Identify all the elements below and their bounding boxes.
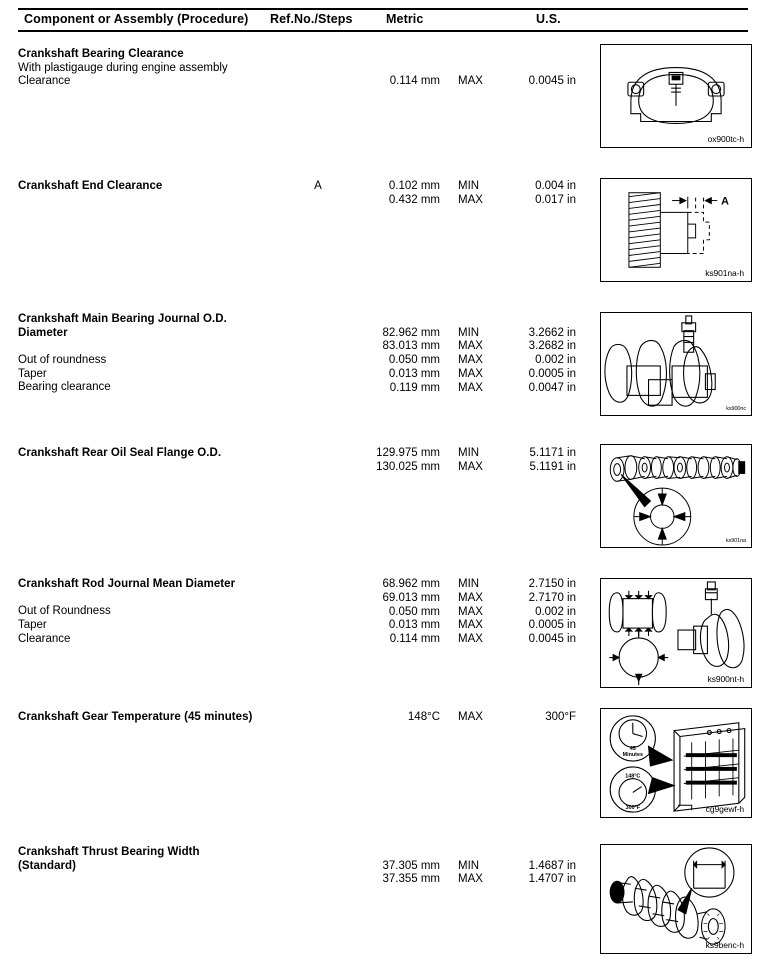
value-us: 1.4687 in xyxy=(528,859,576,872)
value-metric: 0.114 mm xyxy=(389,75,440,87)
illustration-caption: ks9benc-h xyxy=(705,940,744,950)
value-metric: 0.050 mm xyxy=(388,354,440,367)
value-limit: MAX xyxy=(458,605,483,618)
row-subtitle: (Standard) xyxy=(18,859,76,872)
illustration-thrust-bearing xyxy=(600,844,752,954)
row-values xyxy=(280,447,580,475)
gauge-label-celsius: 148°C xyxy=(625,773,641,780)
value-us: 0.002 in xyxy=(535,354,576,367)
value-metric: 0.013 mm xyxy=(388,367,440,380)
illustration-caption: ks901na xyxy=(725,538,746,544)
row-title: Crankshaft Main Bearing Journal O.D. xyxy=(18,313,227,325)
value-metric: 69.013 mm xyxy=(382,591,440,604)
clock-label-unit: Minutes xyxy=(622,752,643,759)
end-clearance-drawing xyxy=(601,179,751,281)
value-limit: MIN xyxy=(458,326,480,339)
value-limit: MAX xyxy=(458,381,483,394)
rod-journal-drawing xyxy=(601,579,751,687)
value-line xyxy=(280,619,580,633)
value-metric: 37.305 mm xyxy=(382,859,440,872)
dimension-label-a: A xyxy=(721,195,729,208)
gauge-label-fahrenheit: 300°F xyxy=(625,805,641,812)
value-metric: 0.050 mm xyxy=(388,605,440,618)
value-metric: 82.962 mm xyxy=(382,326,440,339)
row-title: Crankshaft Rod Journal Mean Diameter xyxy=(18,578,236,590)
value-line xyxy=(280,860,580,874)
value-line xyxy=(280,382,580,396)
value-us: 2.7150 in xyxy=(528,578,576,590)
row-title: Crankshaft Gear Temperature (45 minutes) xyxy=(18,711,253,723)
value-limit: MAX xyxy=(458,619,483,632)
row-label-block xyxy=(18,711,288,725)
value-metric: 83.013 mm xyxy=(382,340,440,353)
value-us: 5.1191 in xyxy=(529,460,576,473)
table-header xyxy=(18,8,748,32)
row-item-label: Out of roundness xyxy=(18,353,107,366)
bearing-shell-drawing xyxy=(601,45,751,147)
row-values xyxy=(280,711,580,725)
illustration-caption: ks900nt-h xyxy=(707,674,744,684)
row-values xyxy=(280,75,580,89)
row-values xyxy=(280,327,580,396)
row-item-label xyxy=(18,340,268,354)
value-line xyxy=(280,592,580,606)
value-line xyxy=(280,606,580,620)
row-label-block xyxy=(18,846,268,873)
value-line xyxy=(280,194,580,208)
row-title: Crankshaft Bearing Clearance xyxy=(18,48,184,60)
value-metric: 0.432 mm xyxy=(388,193,440,206)
illustration-oven-clocks xyxy=(600,708,752,818)
value-limit: MAX xyxy=(458,354,483,367)
main-journal-gauge-drawing xyxy=(601,313,751,415)
value-limit: MAX xyxy=(458,633,483,646)
value-us: 0.0045 in xyxy=(528,633,576,646)
oven-clocks-drawing xyxy=(601,709,751,817)
value-metric: 0.114 mm xyxy=(389,633,440,646)
row-label-block xyxy=(18,447,268,461)
value-us: 300°F xyxy=(545,711,576,723)
illustration-caption: cg9gewf-h xyxy=(705,804,744,814)
rear-seal-flange-drawing xyxy=(601,445,751,547)
value-limit: MIN xyxy=(458,859,480,872)
value-limit: MAX xyxy=(458,75,483,87)
illustration-main-journal-gauge xyxy=(600,312,752,416)
row-values xyxy=(280,860,580,888)
value-limit: MAX xyxy=(458,873,483,886)
row-subtitle: With plastigauge during engine assembly xyxy=(18,61,228,74)
value-us: 5.1171 in xyxy=(529,447,576,459)
header-rule-top xyxy=(18,8,748,10)
illustration-caption: ks901na-h xyxy=(705,268,744,278)
value-us: 0.0047 in xyxy=(528,381,576,394)
value-metric: 37.355 mm xyxy=(382,873,440,886)
value-metric: 68.962 mm xyxy=(382,578,440,590)
row-label-block xyxy=(18,180,268,194)
row-item-label: Clearance xyxy=(18,75,71,87)
clock-label-count: 45 xyxy=(629,746,636,753)
illustration-bearing-shell xyxy=(600,44,752,148)
value-us: 0.002 in xyxy=(535,605,576,618)
row-item-label: Diameter xyxy=(18,326,68,339)
value-line xyxy=(280,180,580,194)
column-header-metric: Metric xyxy=(386,12,424,26)
row-item-label xyxy=(18,592,268,606)
value-metric: 0.102 mm xyxy=(388,180,440,192)
column-header-component: Component or Assembly (Procedure) xyxy=(24,12,249,26)
value-limit: MIN xyxy=(458,180,480,192)
value-line xyxy=(280,340,580,354)
value-line xyxy=(280,75,580,89)
header-rule-bottom xyxy=(18,30,748,32)
value-limit: MAX xyxy=(458,193,483,206)
value-metric: 129.975 mm xyxy=(376,447,440,459)
value-metric: 148°C xyxy=(407,711,440,723)
row-item-label: Bearing clearance xyxy=(18,381,111,394)
value-limit: MAX xyxy=(458,591,483,604)
value-line xyxy=(280,368,580,382)
illustration-end-clearance xyxy=(600,178,752,282)
row-label-block xyxy=(18,313,268,395)
row-label-block xyxy=(18,48,268,89)
row-item-label: Out of Roundness xyxy=(18,605,111,618)
thrust-bearing-drawing xyxy=(601,845,751,953)
value-metric: 0.013 mm xyxy=(388,619,440,632)
row-item-label: Taper xyxy=(18,619,47,632)
value-limit: MAX xyxy=(458,367,483,380)
row-values xyxy=(280,180,580,208)
value-limit: MIN xyxy=(458,578,480,590)
column-header-us: U.S. xyxy=(536,12,561,26)
value-line xyxy=(280,633,580,647)
illustration-caption: ks900nc xyxy=(726,406,746,412)
value-line xyxy=(280,327,580,341)
illustration-caption: ox900tc-h xyxy=(707,134,744,144)
row-label-block xyxy=(18,578,268,647)
row-title: Crankshaft Rear Oil Seal Flange O.D. xyxy=(18,447,222,459)
value-line xyxy=(280,354,580,368)
value-us: 1.4707 in xyxy=(528,873,576,886)
value-limit: MAX xyxy=(458,460,483,473)
value-us: 0.017 in xyxy=(535,193,576,206)
row-title: Crankshaft End Clearance xyxy=(18,180,163,192)
row-item-label: Clearance xyxy=(18,632,71,645)
column-header-ref: Ref.No./Steps xyxy=(270,12,353,26)
value-line xyxy=(280,711,580,725)
value-us: 0.0005 in xyxy=(528,367,576,380)
illustration-rod-journal xyxy=(600,578,752,688)
row-item-label: Taper xyxy=(18,367,47,380)
value-line xyxy=(280,873,580,887)
value-metric: 130.025 mm xyxy=(376,460,440,473)
value-us: 3.2682 in xyxy=(528,340,576,353)
value-line xyxy=(280,578,580,592)
value-us: 2.7170 in xyxy=(528,591,576,604)
value-metric: 0.119 mm xyxy=(389,381,440,394)
value-us: 3.2662 in xyxy=(528,326,576,339)
value-us: 0.004 in xyxy=(535,180,576,192)
value-us: 0.0005 in xyxy=(528,619,576,632)
row-title: Crankshaft Thrust Bearing Width xyxy=(18,846,200,858)
value-limit: MAX xyxy=(458,711,483,723)
value-ref: A xyxy=(314,180,322,192)
illustration-rear-seal-flange xyxy=(600,444,752,548)
row-values xyxy=(280,578,580,647)
value-line xyxy=(280,461,580,475)
value-line xyxy=(280,447,580,461)
value-limit: MAX xyxy=(458,340,483,353)
value-limit: MIN xyxy=(458,447,480,459)
value-us: 0.0045 in xyxy=(528,75,576,87)
